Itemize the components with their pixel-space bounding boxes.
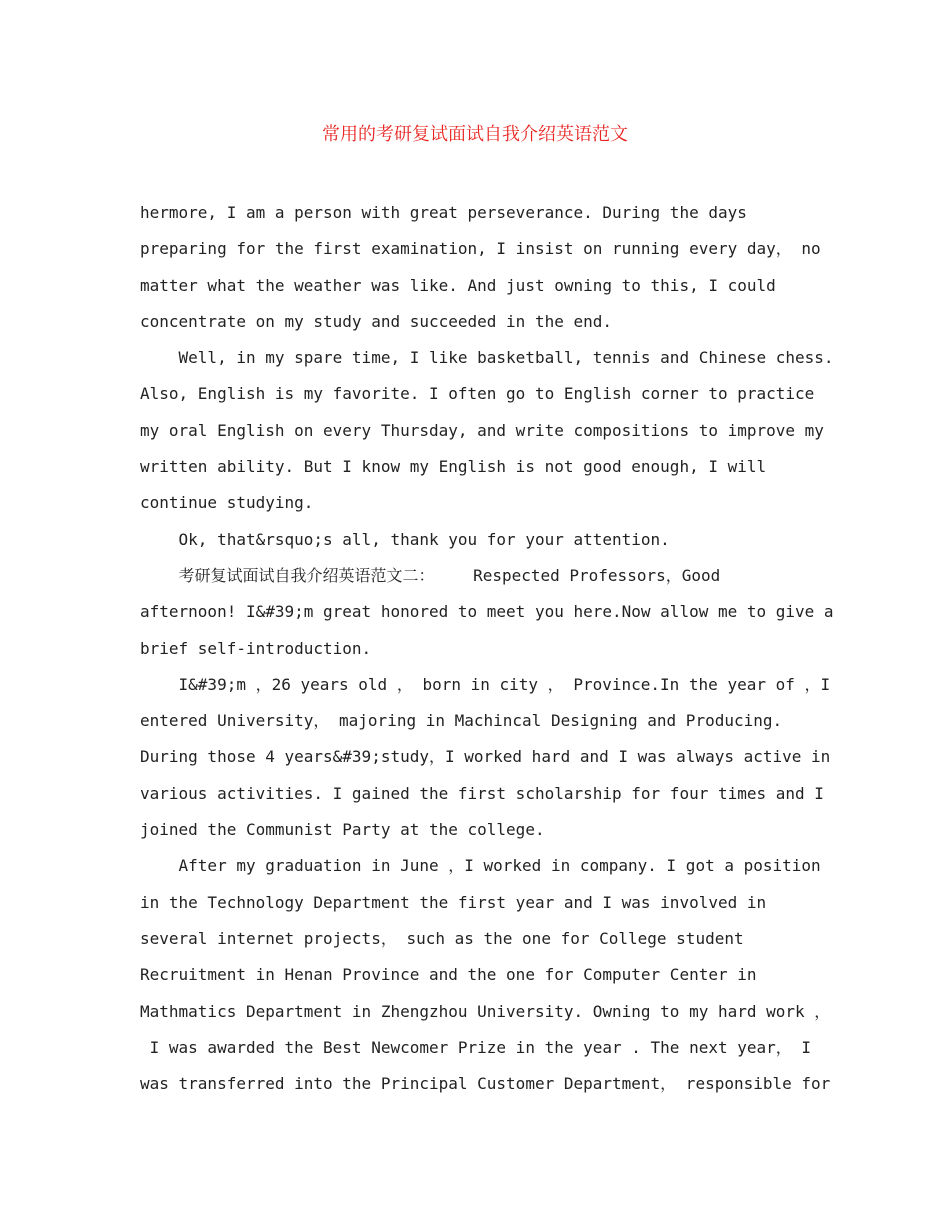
- text-line: matter what the weather was like. And just owning to this, I could: [140, 275, 776, 295]
- document-body: [140, 195, 834, 1102]
- text-line: I&#39;m ，26 years old ， born in city ， Province.In the year of ，I: [140, 674, 831, 694]
- text-line: was transferred into the Principal Customer Department， responsible for: [140, 1074, 831, 1094]
- document-title: 常用的考研复试面试自我介绍英语范文: [322, 124, 628, 145]
- text-line: Well, in my spare time, I like basketball, tennis and Chinese chess.: [140, 348, 834, 368]
- text-line: concentrate on my study and succeeded in the end.: [140, 311, 613, 331]
- text-line: During those 4 years&#39;study，I worked hard and I was always active in: [140, 747, 831, 767]
- text-line: afternoon! I&#39;m great honored to meet you here.Now allow me to give a: [140, 602, 834, 622]
- text-line: hermore, I am a person with great perseverance. During the days: [140, 203, 747, 222]
- text-line: in the Technology Department the first year and I was involved in: [140, 892, 767, 912]
- text-line: Recruitment in Henan Province and the one for Computer Center in: [140, 965, 757, 985]
- text-line: entered University， majoring in Machincal Designing and Producing.: [140, 711, 783, 731]
- text-line: brief self-introduction.: [140, 638, 372, 658]
- text-line: continue studying.: [140, 493, 314, 513]
- text-line: Mathmatics Department in Zhengzhou University. Owning to my hard work ，: [140, 1001, 831, 1021]
- text-line: Ok, that&rsquo;s all, thank you for your attention.: [140, 529, 670, 549]
- text-line: several internet projects， such as the one for College student: [140, 928, 744, 948]
- text-line: Also, English is my favorite. I often go to English corner to practice: [140, 384, 815, 404]
- text-line: my oral English on every Thursday, and write compositions to improve my: [140, 420, 824, 440]
- text-line: preparing for the first examination, I insist on running every day， no: [140, 239, 821, 259]
- text-line: written ability. But I know my English is not good enough, I will: [140, 457, 767, 477]
- text-line: various activities. I gained the first scholarship for four times and I: [140, 783, 824, 803]
- text-line: joined the Communist Party at the college.: [140, 820, 545, 840]
- text-line: After my graduation in June ，I worked in company. I got a position: [140, 856, 821, 876]
- text-line: I was awarded the Best Newcomer Prize in the year . The next year， I: [140, 1037, 812, 1057]
- text-line: 考研复试面试自我介绍英语范文二： Respected Professors，Good: [140, 565, 721, 585]
